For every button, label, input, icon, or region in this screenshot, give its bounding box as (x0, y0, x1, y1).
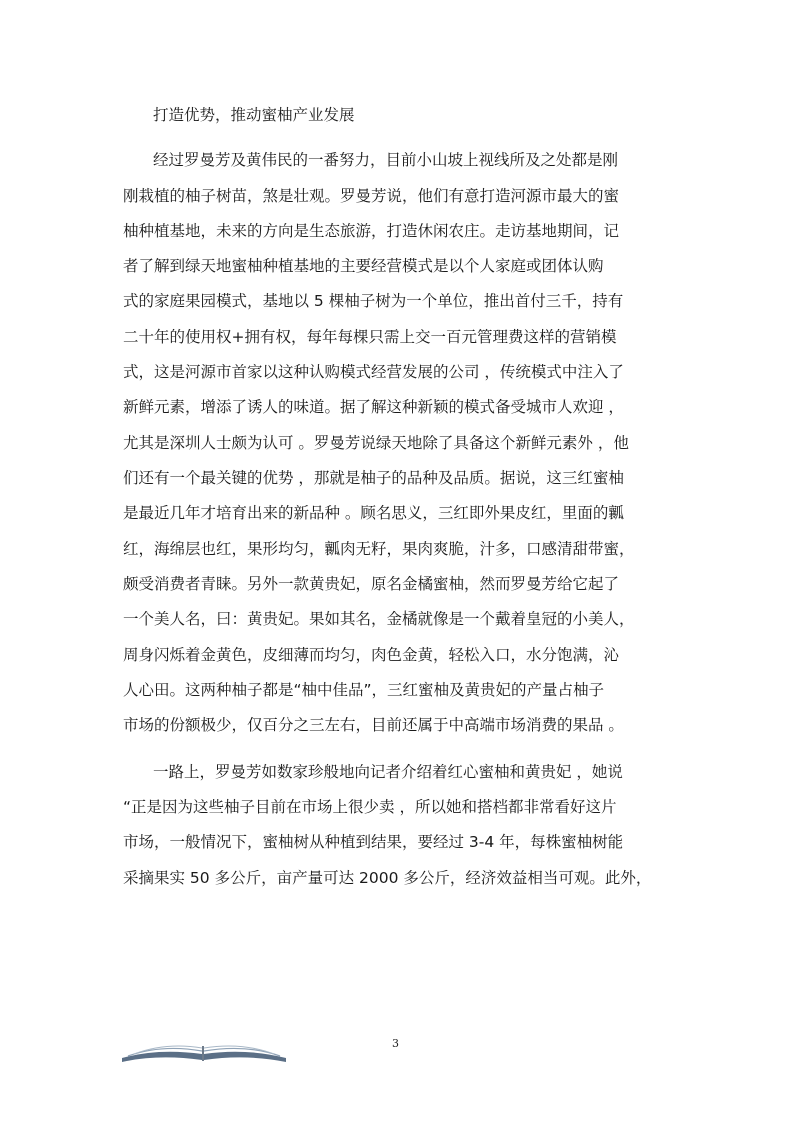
paragraph-line: 们还有一个最关键的优势 ，那就是柚子的品种及品质。据说，这三红蜜柚 (123, 469, 624, 487)
paragraph-line: 一路上，罗曼芳如数家珍般地向记者介绍着红心蜜柚和黄贵妃 ，她说 (153, 763, 623, 781)
page-number: 3 (392, 1037, 399, 1050)
paragraph-line: 式，这是河源市首家以这种认购模式经营发展的公司 ，传统模式中注入了 (123, 363, 624, 381)
paragraph-line: 市场的份额极少，仅百分之三左右，目前还属于中高端市场消费的果品 。 (123, 716, 624, 734)
paragraph-line: 刚栽植的柚子树苗，煞是壮观。罗曼芳说，他们有意打造河源市最大的蜜 (123, 187, 620, 205)
paragraph-line: 者了解到绿天地蜜柚种植基地的主要经营模式是以个人家庭或团体认购 (123, 257, 604, 275)
paragraph-line: 经过罗曼芳及黄伟民的一番努力，目前小山坡上视线所及之处都是刚 (153, 151, 619, 169)
section-heading: 打造优势，推动蜜柚产业发展 (153, 106, 355, 124)
paragraph-line: 颇受消费者青睐。另外一款黄贵妃，原名金橘蜜柚，然而罗曼芳给它起了 (123, 575, 620, 593)
paragraph-line: 采摘果实 50 多公斤，亩产量可达 2000 多公斤，经济效益相当可观。此外， (123, 869, 652, 887)
paragraph-line: 是最近几年才培育出来的新品种 。顾名思义，三红即外果皮红，里面的瓤 (123, 504, 624, 522)
paragraph-line: 式的家庭果园模式，基地以 5 棵柚子树为一个单位，推出首付三千，持有 (123, 292, 624, 310)
paragraph-line: 柚种植基地，未来的方向是生态旅游，打造休闲农庄。走访基地期间，记 (123, 222, 620, 240)
paragraph-line: 红，海绵层也红，果形均匀，瓤肉无籽，果肉爽脆，汁多，口感清甜带蜜， (123, 540, 635, 558)
paragraph-line: 一个美人名，曰：黄贵妃。果如其名，金橘就像是一个戴着皇冠的小美人， (123, 610, 635, 628)
paragraph-line: 周身闪烁着金黄色，皮细薄而均匀，肉色金黄，轻松入口，水分饱满，沁 (123, 646, 620, 664)
paragraph-line: “正是因为这些柚子目前在市场上很少卖 ，所以她和搭档都非常看好这片 (123, 798, 617, 816)
paragraph-line: 人心田。这两种柚子都是“柚中佳品”，三红蜜柚及黄贵妃的产量占柚子 (123, 681, 605, 699)
paragraph-line: 市场，一般情况下，蜜柚树从种植到结果，要经过 3-4 年，每株蜜柚树能 (123, 833, 624, 851)
paragraph-line: 新鲜元素，增添了诱人的味道。据了解这种新颖的模式备受城市人欢迎 ， (123, 398, 624, 416)
open-book-icon (118, 1034, 290, 1064)
paragraph-line: 二十年的使用权+拥有权，每年每棵只需上交一百元管理费这样的营销模 (123, 328, 617, 346)
paragraph-line: 尤其是深圳人士颇为认可 。罗曼芳说绿天地除了具备这个新鲜元素外 ，他 (123, 434, 629, 452)
